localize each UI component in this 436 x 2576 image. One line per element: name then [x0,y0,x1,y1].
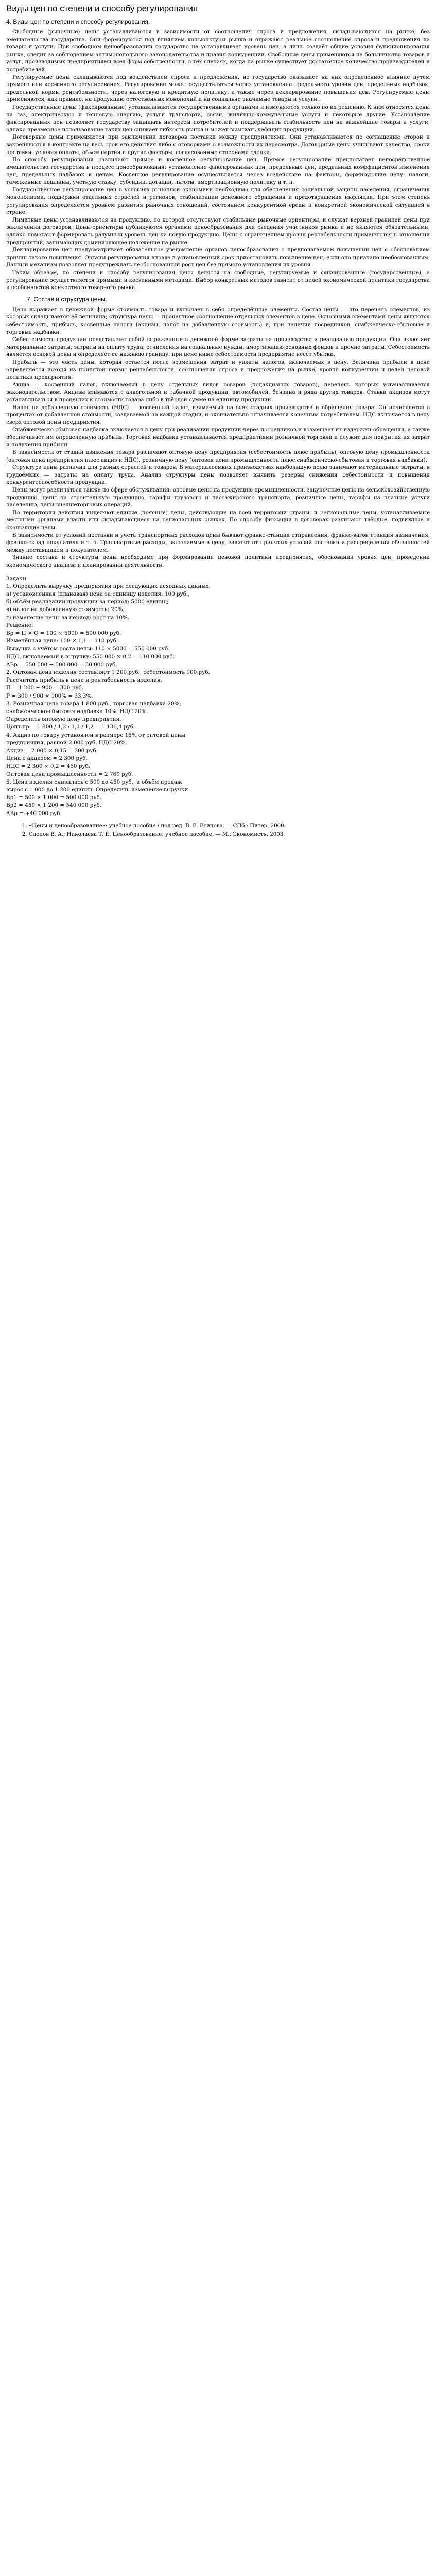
task-line: НДС, включаемый в выручку: 550 000 × 0,2 = 110 000 руб. [6,653,175,660]
paragraph: Цены могут различаться также по сфере обслуживания: оптовые цены на продукцию промышленности, закупочные цены на сельскохозяйственную продукцию, цены на строительную продукцию, тарифы грузового и пассажирского транспорта, розничные цены, тарифы на платные услуги населению, цены внешнеторговых операций. [6,487,430,509]
task-line: Цена с акцизом = 2 300 руб. [6,755,88,762]
task-line: ΔВр = 550 000 − 500 000 = 50 000 руб. [6,661,117,668]
task-line: Определить оптовую цену предприятия. [6,716,121,723]
paragraph: Структура цены различна для разных отраслей и товаров. В материалоёмких производствах наибольшую долю занимают материальные затраты, в трудоёмких — затраты на оплату труда. Анализ структуры цены позволяет выявить резервы снижения себестоимости и повышения конкурентоспособности продукции. [6,465,430,486]
paragraph: Акциз — косвенный налог, включаемый в цену отдельных видов товаров (подакцизных товаров), перечень которых устанавливается законодательством. Акцизы взимаются с алкогольной и табачной продукции, автомобилей, бензина и ряда других товаров. Ставки акцизов могут устанавливаться в процентах к стоимости товара либо в твёрдой сумме на единицу продукции. [6,382,430,403]
task-line: предприятия, равной 2 000 руб. НДС 20%. [6,739,127,746]
task-line: Вр2 = 450 × 1 200 = 540 000 руб. [6,802,102,809]
paragraph: По способу регулирования различают прямое и косвенное регулирование цен. Прямое регулирование предполагает непосредственное вмешательство государства в процесс ценообразования: установление фиксированных цен, предельных цен, предельных коэффициентов изменения цен, предельных надбавок к ценам. Косвенное регулирование осуществляется через воздействие на факторы, формирующие цену: налоги, таможенные пошлины, учётную ставку, субсидии, дотации, льготы, амортизационную политику и т. п. [6,157,430,185]
paragraph: Снабженческо-сбытовая надбавка включается в цену при реализации продукции через посредников и возмещает их издержки обращения, а также обеспечивает им определённую прибыль. Торговая надбавка устанавливается предприятиями розничной торговли и служит для покрытия их затрат и получения прибыли. [6,427,430,448]
task-line: Решение: [6,622,33,629]
task-line: 2. Оптовая цена изделия составляет 1 200 руб., себестоимость 900 руб. [6,669,210,675]
section-heading: 4. Виды цен по степени и способу регулирования. [6,18,150,25]
tasks-heading: Задачи [6,575,27,582]
task-line: Рассчитать прибыль в цене и рентабельность изделия. [6,677,163,684]
task-line: ΔВр = +40 000 руб. [6,810,62,817]
intro-text [6,29,430,292]
paragraph: В зависимости от условий поставки и учёта транспортных расходов цены бывают франко-станция отправления, франко-вагон станция назначения, франко-склад покупателя и т. п. Транспортные расходы, включаемые в цену, зависят от принятых условий поставки и распределения обязанностей между поставщиком и покупателем. [6,532,430,553]
task-line: Р = 300 / 900 × 100% = 33,3%. [6,692,93,699]
task-line: в) налог на добавленную стоимость: 20%; [6,606,125,613]
paragraph: Декларирование цен предусматривает обязательное уведомление органов ценообразования о предполагаемом повышении цен с обоснованием причин такого повышения. Органы регулирования вправе в установленный срок приостановить повышение цен, если оно признано необоснованным. Данный механизм позволяет предупреждать необоснованный рост цен без прямого установления их уровня. [6,247,430,268]
references-list [6,823,430,839]
paragraph: Знание состава и структуры цены необходимо при формировании ценовой политики предприятия, обосновании уровня цен, проведении экономического анализа и планировании деятельности. [6,555,430,568]
paragraph: В зависимости от стадии движения товара различают оптовую цену предприятия (себестоимость плюс прибыль), оптовую цену промышленности (оптовая цена предприятия плюс акциз и НДС), розничную цену (оптовая цена промышленности плюс снабженческо-сбытовая и торговая надбавки). [6,450,430,463]
paragraph: Свободные (рыночные) цены устанавливаются в зависимости от соотношения спроса и предложения, складывающихся на рынке, без вмешательства государства. Они формируются под влиянием конъюнктуры рынка и отражают реальное соотношение спроса и предложения на товары и услуги. При свободном ценообразовании государство не устанавливает уровень цен, а лишь создаёт общие условия функционирования рынка, следит за соблюдением антимонопольного законодательства и правил конкуренции. Свободные цены применяются на большинство товаров и услуг, производимых предприятиями всех форм собственности, в тех случаях, когда на рынке существует достаточное количество производителей и потребителей. [6,29,430,73]
task-line: 1. Определить выручку предприятия при следующих исходных данных: [6,583,211,589]
task-line: Акциз = 2 000 × 0,15 = 300 руб. [6,748,98,754]
task-line: б) объём реализации продукции за период: 5000 единиц; [6,599,169,605]
reference-item: 2. Слепов В. А., Николаева Т. Е. Ценообразование: учебное пособие. — М.: Экономистъ, 2003. [29,831,430,839]
reference-item: 1. «Цены и ценообразование»: учебное пособие / под ред. В. Е. Есипова. — СПб.: Питер, 2000. [29,823,430,831]
paragraph: Себестоимость продукции представляет собой выраженные в денежной форме затраты на производство и реализацию продукции. Она включает материальные затраты, затраты на оплату труда, отчисления на социальные нужды, амортизацию основных фондов и прочие затраты. Себестоимость является основой цены и определяет её нижнюю границу: при цене ниже себестоимости предприятие несёт убытки. [6,337,430,358]
paragraph: Прибыль — это часть цены, которая остаётся после возмещения затрат и уплаты налогов, включаемых в цену. Величина прибыли в цене определяется исходя из принятой нормы рентабельности, соотношения спроса и предложения на рынке, уровня конкуренции и целей ценовой политики предприятия. [6,359,430,381]
task-line: Цопт.пр = 1 800 / 1,2 / 1,1 / 1,2 = 1 136,4 руб. [6,724,135,731]
paragraph: Регулируемые цены складываются под воздействием спроса и предложения, но государство оказывает на них определённое влияние путём прямого или косвенного регулирования. Регулирование может осуществляться через установление предельного уровня цен, предельных надбавок, предельной нормы рентабельности, через налоговую и кредитную политику, а также через декларирование повышения цен. Регулируемые цены применяются, как правило, на продукцию естественных монополий и на социально значимые товары и услуги. [6,74,430,103]
paragraph: Государственные цены (фиксированные) устанавливаются государственными органами и изменяются только по их решению. К ним относятся цены на газ, электрическую и тепловую энергию, услуги транспорта, связи, жилищно-коммунальные услуги и некоторые другие. Установление фиксированных цен позволяет государству защищать интересы потребителей и поддерживать стабильность цен на важнейшие товары и услуги, однако чрезмерное использование таких цен снижает гибкость рынка и может вызывать дефицит продукции. [6,104,430,133]
section2-heading: 7. Состав и структура цены. [27,295,108,303]
task-line: Изменённая цена: 100 × 1,1 = 110 руб. [6,638,118,645]
task-line: вырос с 1 000 до 1 200 единиц. Определить изменение выручки. [6,787,190,793]
task-line: г) изменение цены за период: рост на 10%. [6,614,130,621]
paragraph: Таким образом, по степени и способу регулирования цены делятся на свободные, регулируемые и фиксированные (государственные), а регулирование осуществляется прямыми и косвенными методами. Выбор конкретных методов зависит от целей экономической политики государства и особенностей конкретного товарного рынка. [6,270,430,291]
paragraph: Государственное регулирование цен в условиях рыночной экономики необходимо для обеспечения социальной защиты населения, ограничения монополизма, поддержки отдельных отраслей и регионов, стабилизации денежного обращения и предотвращения инфляции. При этом степень регулирования определяется уровнем развития рыночных отношений, состоянием конкурентной среды и конкретной экономической ситуацией в стране. [6,187,430,216]
task-line: снабженческо-сбытовая надбавка 10%, НДС 20%. [6,708,148,715]
document-title: Виды цен по степени и способу регулирования [6,4,198,13]
paragraph: По территории действия выделяют единые (поясные) цены, действующие на всей территории страны, и региональные цены, устанавливаемые местными органами власти или складывающиеся на региональных рынках. По способу фиксации в договорах различают твёрдые, подвижные и скользящие цены. [6,510,430,531]
task-line: а) установленная (плановая) цена за единицу изделия: 100 руб.; [6,590,190,597]
task-line: НДС = 2 300 × 0,2 = 460 руб. [6,763,91,770]
section2-text [6,307,430,570]
paragraph: Договорные цены применяются при заключении договоров поставки между предприятиями. Они устанавливаются по соглашению сторон и закрепляются в контракте на весь срок его действия либо с оговорками о возможности их пересмотра. Договорные цены учитывают качество, сроки поставки, условия оплаты, объём партии и другие факторы, согласованные сторонами сделки. [6,134,430,156]
task-line: Оптовая цена промышленности = 2 760 руб. [6,771,133,777]
tasks-block [6,575,430,818]
paragraph: Лимитные цены устанавливаются на продукцию, по которой отсутствуют стабильные рыночные ориентиры, и служат верхней границей цены при заключении договоров. Цены-ориентиры публикуются органами ценообразования для сведения участников рынка и не являются обязательными, однако помогают формировать разумный уровень цен на новую продукцию. Цены с ограничением уровня рентабельности применяются в отношении предприятий, занимающих доминирующее положение на рынке. [6,217,430,246]
paragraph: Цена выражает в денежной форме стоимость товара и включает в себя определённые элементы. Состав цены — это перечень элементов, из которых складывается её величина; структура цены — процентное соотношение отдельных элементов в цене. Основными элементами цены являются себестоимость, прибыль, косвенные налоги (акцизы, налог на добавленную стоимость) и, при наличии посредников, снабженческо-сбытовые и торговые надбавки. [6,307,430,335]
task-line: 3. Розничная цена товара 1 800 руб., торговая надбавка 20%, [6,700,181,707]
task-line: П = 1 200 − 900 = 300 руб. [6,685,84,691]
task-line: Вр = Ц × Q = 100 × 5000 = 500 000 руб. [6,630,121,636]
task-line: 4. Акциз по товару установлен в размере 15% от оптовой цены [6,732,185,738]
task-line: 5. Цена изделия снизилась с 500 до 450 руб., а объём продаж [6,778,182,785]
task-line: Вр1 = 500 × 1 000 = 500 000 руб. [6,794,102,801]
task-line: Выручка с учётом роста цены: 110 × 5000 = 550 000 руб. [6,646,170,652]
paragraph: Налог на добавленную стоимость (НДС) — косвенный налог, взимаемый на всех стадиях производства и обращения товара. Он исчисляется в процентах от добавленной стоимости, создаваемой на каждой стадии, и окончательно оплачивается конечным потребителем. НДС включается в цену сверх оптовой цены предприятия. [6,404,430,426]
